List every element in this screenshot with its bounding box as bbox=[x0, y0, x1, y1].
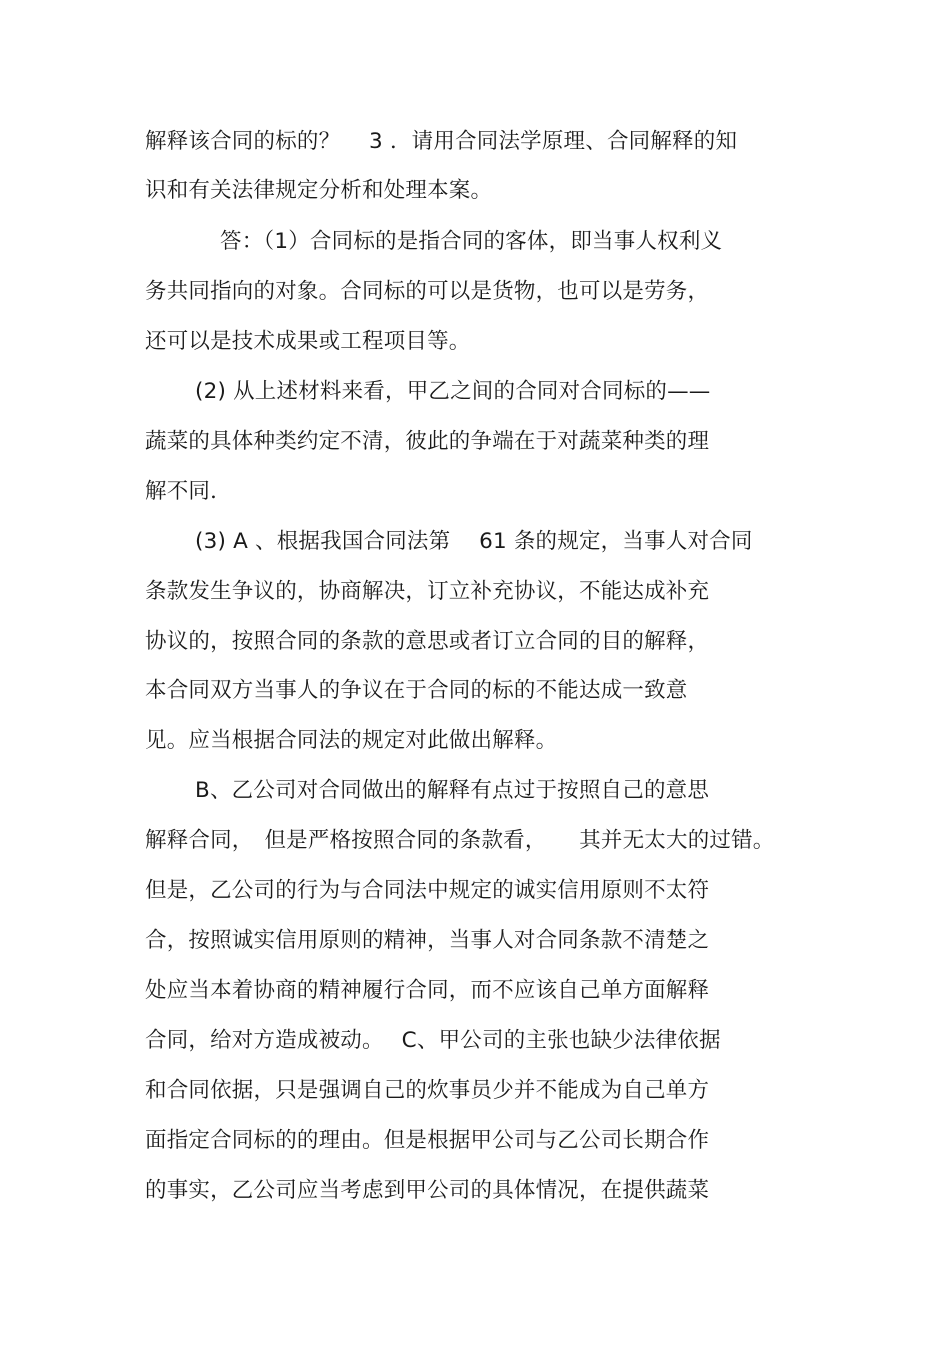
text-line: 识和有关法律规定分析和处理本案。 bbox=[145, 178, 493, 203]
text-line: 条款发生争议的，协商解决，订立补充协议，不能达成补充 bbox=[145, 579, 710, 604]
text-line: 协议的，按照合同的条款的意思或者订立合同的目的解释， bbox=[145, 629, 710, 654]
text-line: 答：（1）合同标的是指合同的客体，即当事人权利义 bbox=[220, 229, 723, 254]
text-line: 蔬菜的具体种类约定不清，彼此的争端在于对蔬菜种类的理 bbox=[145, 429, 710, 454]
text-line: B、乙公司对合同做出的解释有点过于按照自己的意思 bbox=[195, 778, 710, 803]
text-line: (3) A 、根据我国合同法第 61 条的规定，当事人对合同 bbox=[195, 529, 753, 554]
text-line: 解释合同， 但是严格按照合同的条款看， 其并无太大的过错。 bbox=[145, 828, 775, 853]
text-line: 本合同双方当事人的争议在于合同的标的不能达成一致意 bbox=[145, 678, 688, 703]
text-line: 的事实，乙公司应当考虑到甲公司的具体情况，在提供蔬菜 bbox=[145, 1178, 710, 1203]
text-line: 合，按照诚实信用原则的精神，当事人对合同条款不清楚之 bbox=[145, 928, 710, 953]
text-line: 务共同指向的对象。合同标的可以是货物，也可以是劳务， bbox=[145, 279, 710, 304]
text-line: 面指定合同标的的理由。但是根据甲公司与乙公司长期合作 bbox=[145, 1128, 710, 1153]
text-line: 合同，给对方造成被动。 C、甲公司的主张也缺少法律依据 bbox=[145, 1028, 721, 1053]
text-line: 处应当本着协商的精神履行合同，而不应该自己单方面解释 bbox=[145, 978, 710, 1003]
text-line: 解释该合同的标的？ 3 ．请用合同法学原理、合同解释的知 bbox=[145, 129, 738, 154]
text-line: 还可以是技术成果或工程项目等。 bbox=[145, 329, 471, 354]
text-line: 但是，乙公司的行为与合同法中规定的诚实信用原则不太符 bbox=[145, 878, 710, 903]
text-line: 和合同依据，只是强调自己的炊事员少并不能成为自己单方 bbox=[145, 1078, 710, 1103]
text-line: 解不同． bbox=[145, 479, 232, 504]
text-line: (2) 从上述材料来看，甲乙之间的合同对合同标的—— bbox=[195, 379, 711, 404]
text-line: 见。应当根据合同法的规定对此做出解释。 bbox=[145, 728, 558, 753]
